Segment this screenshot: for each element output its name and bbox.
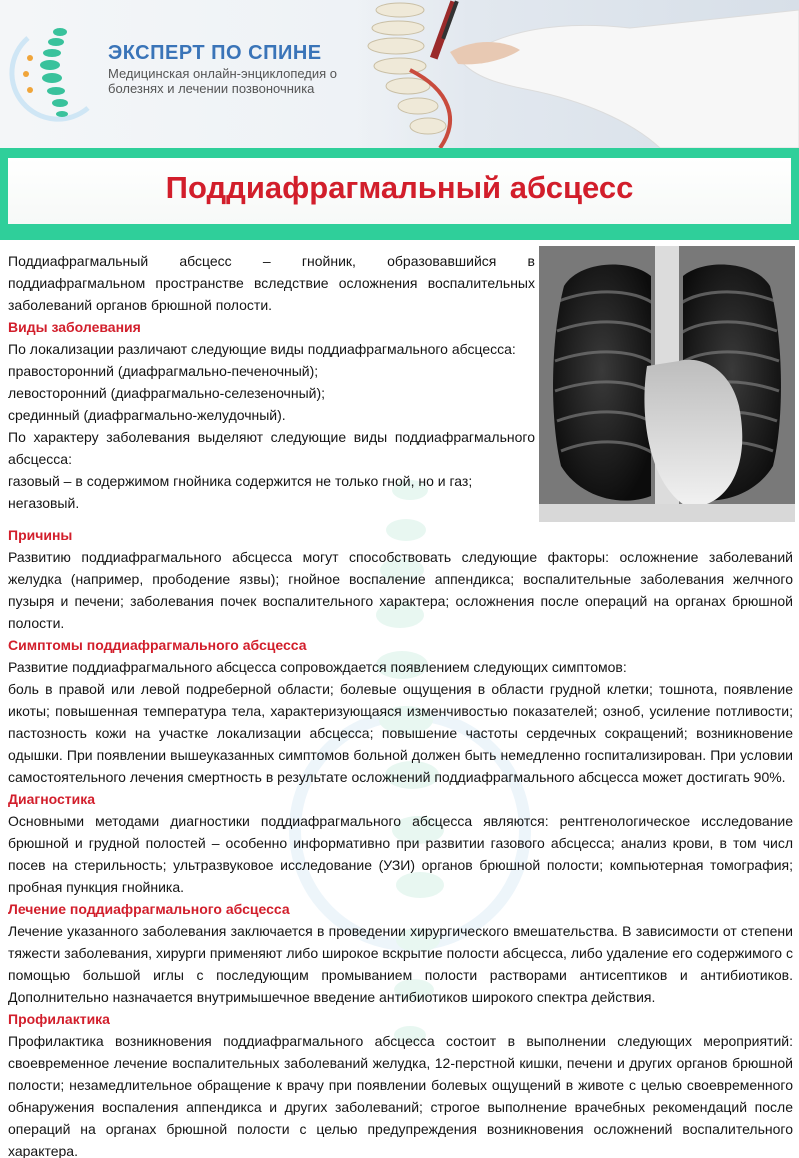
tagline-line-2: болезнях и лечении позвоночника — [108, 81, 315, 96]
spine-logo-icon — [8, 18, 98, 128]
diagnostics-heading: Диагностика — [8, 791, 96, 807]
brand-tagline — [108, 66, 368, 96]
localization-item: левосторонний (диафрагмально-селезеночный); — [8, 385, 326, 401]
prevention-heading: Профилактика — [8, 1011, 110, 1027]
causes-heading: Причины — [8, 527, 73, 543]
treatment-paragraph: Лечение указанного заболевания заключается в проведении хирургического вмешательства. В зависимости от степени тяжести заболевания, хирурги применяют либо широкое вскрытие полости абсцесса, либо удаление его содержимого с помощью большой иглы с последующим промыванием полости растворами антисептиков и антибиотиков. Дополнительно назначается внутримышечное введение антибиотиков широкого спектра действия. — [8, 923, 793, 1005]
localization-item: правосторонний (диафрагмально-печеночный); — [8, 363, 319, 379]
causes-paragraph: Развитию поддиафрагмального абсцесса могут способствовать следующие факторы: осложнение заболеваний желудка (например, прободение язвы); гнойное воспаление аппендикса; воспалительные заболевания желчного пузыря и печени; заболевания почек воспалительного характера; осложнения после операций на органах брюшной полости. — [8, 549, 793, 631]
title-band — [0, 148, 799, 232]
site-header — [0, 0, 799, 148]
character-intro: По характеру заболевания выделяют следующие виды поддиафрагмального абсцесса: — [8, 429, 535, 467]
localization-item: срединный (диафрагмально-желудочный). — [8, 407, 286, 423]
symptoms-paragraph: боль в правой или левой подреберной области; болевые ощущения в области грудной клетки; тошнота, появление икоты; повышенная температура тела, характеризующаяся изменчивостью показателей; озноб, усиление потливости; пастозность кожи на участке локализации абсцесса; повышение частоты сердечных сокращений; возникновение одышки. При появлении вышеуказанных симптомов больной должен быть немедленно госпитализирован. При условии самостоятельного лечения смертность в результате осложнений поддиафрагмального абсцесса может достигать 90%. — [8, 681, 793, 785]
brand-name: ЭКСПЕРТ ПО СПИНЕ — [108, 42, 322, 64]
character-item: газовый – в содержимом гнойника содержится не только гной, но и газ; — [8, 473, 473, 489]
tagline-line-1: Медицинская онлайн-энциклопедия о — [108, 66, 338, 81]
types-heading: Виды заболевания — [8, 319, 141, 335]
intro-paragraph: Поддиафрагмальный абсцесс – гнойник, образовавшийся в поддиафрагмальном пространстве вследствие осложнения воспалительных заболеваний органов брюшной полости. — [8, 253, 535, 313]
treatment-heading: Лечение поддиафрагмального абсцесса — [8, 901, 290, 917]
symptoms-heading: Симптомы поддиафрагмального абсцесса — [8, 637, 307, 653]
localization-intro: По локализации различают следующие виды поддиафрагмального абсцесса: — [8, 341, 516, 357]
symptoms-intro: Развитие поддиафрагмального абсцесса сопровождается появлением следующих симптомов: — [8, 659, 627, 675]
spine-model-photo — [330, 0, 799, 148]
article-content — [0, 240, 799, 1158]
diagnostics-paragraph: Основными методами диагностики поддиафрагмального абсцесса являются: рентгенологическое исследование брюшной и грудной полостей – особенно информативно при развитии газового абсцесса; анализ крови, в том числ посев на стерильность; ультразвуковое исследование (УЗИ) органов брюшной полости; компьютерная томография; пробная пункция гнойника. — [8, 813, 793, 895]
article-text — [8, 250, 793, 1158]
page-title: Поддиафрагмальный абсцесс — [165, 170, 634, 205]
prevention-paragraph: Профилактика возникновения поддиафрагмального абсцесса состоит в выполнении следующих мероприятий: своевременное лечение воспалительных заболеваний желудка, 12-перстной кишки, печени и других органов брюшной полости; незамедлительное обращение к врачу при появлении болевых ощущений в животе с целью своевременного обнаружения воспаления аппендикса и других заболеваний; строгое выполнение врачебных рекомендаций после операций на органах брюшной полости с целью предупреждения возникновения осложнений воспалительного характера. — [8, 1033, 793, 1158]
character-item: негазовый. — [8, 495, 80, 511]
